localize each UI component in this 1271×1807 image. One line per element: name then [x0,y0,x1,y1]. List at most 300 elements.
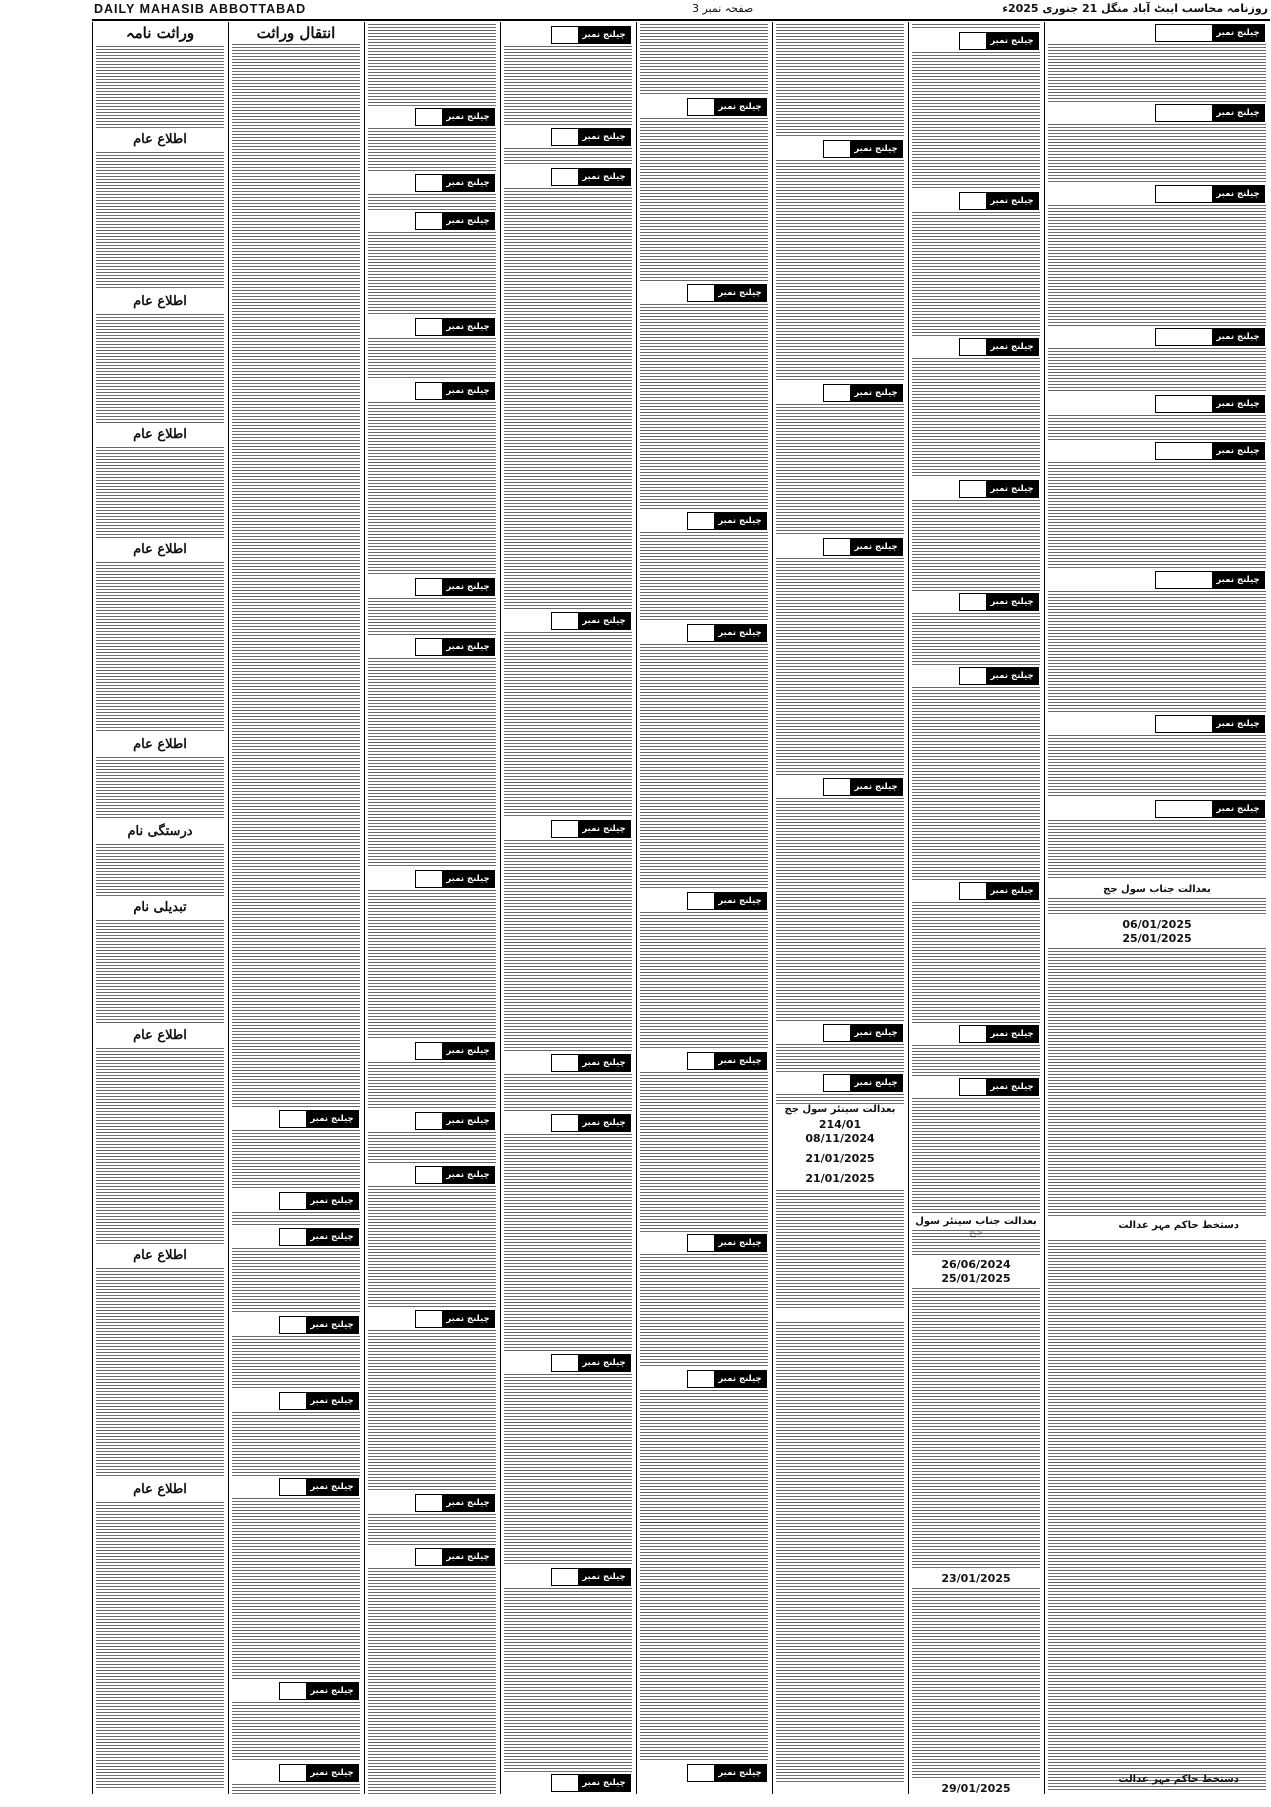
notice-text-block [232,1498,360,1680]
challan-number-tag [415,318,495,336]
challan-label [442,1311,494,1327]
challan-label [578,1055,630,1071]
challan-number-tag [1155,328,1265,346]
challan-word: چیلنج نمبر [310,1114,354,1124]
challan-number-tag [415,174,495,192]
paper-name: DAILY MAHASIB ABBOTTABAD [94,2,307,16]
notice-text-block [912,687,1040,880]
challan-number-tag [551,26,631,44]
challan-label [442,639,494,655]
challan-label [986,481,1038,497]
challan-word: چیلنج نمبر [1216,332,1260,342]
notice-text-block [368,338,496,380]
challan-word: چیلنج نمبر [854,144,898,154]
notice-text-block [1048,735,1266,798]
notice-text-block [368,194,496,210]
challan-number-tag [959,32,1039,50]
challan-word: چیلنج نمبر [718,1768,762,1778]
challan-number-tag [415,1310,495,1328]
notice-text-block [368,128,496,172]
challan-word: چیلنج نمبر [854,388,898,398]
challan-word: چیلنج نمبر [446,112,490,122]
challan-word: چیلنج نمبر [718,516,762,526]
challan-label [306,1765,358,1781]
notice-text-block [912,212,1040,336]
challan-label [442,1043,494,1059]
notice-heading: اطلاع عام [133,737,187,752]
challan-number-tag [823,538,903,556]
challan-number-tag [279,1682,359,1700]
challan-label [850,1075,902,1091]
challan-number-tag [959,667,1039,685]
challan-number-tag [959,593,1039,611]
challan-number-tag [415,870,495,888]
notice-text-block [368,890,496,1040]
challan-label [850,539,902,555]
notice-text-block [232,1702,360,1762]
challan-word: چیلنج نمبر [446,178,490,188]
challan-label [578,821,630,837]
challan-word: چیلنج نمبر [446,642,490,652]
challan-number-tag [551,1568,631,1586]
challan-number-tag [823,1024,903,1042]
challan-word: چیلنج نمبر [1216,446,1260,456]
challan-word: چیلنج نمبر [1216,575,1260,585]
challan-number-tag [279,1392,359,1410]
challan-number-tag [279,1192,359,1210]
notice-text-block [640,304,768,510]
challan-label [850,141,902,157]
notice-text-block [368,1330,496,1492]
challan-number-tag [415,1548,495,1566]
challan-word: چیلنج نمبر [582,616,626,626]
notice-text-block [504,1374,632,1566]
notice-text-block [368,1062,496,1110]
notice-text-block [232,1336,360,1390]
notice-text-block [232,1212,360,1226]
challan-label [1212,396,1264,412]
challan-word: چیلنج نمبر [446,582,490,592]
notice-heading: تبدیلی نام [133,900,187,915]
challan-word: چیلنج نمبر [446,1552,490,1562]
column-challans-25-33 [636,22,771,1794]
notice-text-block [776,24,904,138]
challan-word: چیلنج نمبر [718,628,762,638]
challan-label [986,1026,1038,1042]
notice-text-block [776,1322,904,1782]
notice-text-block [912,52,1040,190]
challan-word: چیلنج نمبر [582,30,626,40]
challan-number-tag [415,1112,495,1130]
challan-label [578,1775,630,1804]
notice-text-block [96,920,224,1024]
challan-label [714,625,766,641]
challan-label [578,129,630,145]
challan-word: چیلنج نمبر [446,1116,490,1126]
notice-text-block [504,188,632,610]
page-number: صفحہ نمبر 3 [692,2,754,15]
notice-text-block [640,912,768,1050]
challan-label [1212,186,1264,202]
challan-number-tag [415,212,495,230]
challan-label [442,383,494,399]
notice-text-block [96,152,224,290]
hearing-date: 06/01/2025 [1122,918,1192,931]
notice-text-block [912,500,1040,591]
notice-text-block [912,1098,1040,1214]
notice-text-block [776,160,904,382]
challan-number-tag [279,1228,359,1246]
challan-number-tag [415,108,495,126]
challan-word: چیلنج نمبر [854,542,898,552]
hearing-date: 25/01/2025 [1122,932,1192,945]
challan-word: چیلنج نمبر [582,1358,626,1368]
notice-text-block [1048,348,1266,393]
challan-label [442,1113,494,1129]
challan-label [578,1115,630,1131]
hearing-date: 21/01/2025 [805,1152,875,1165]
challan-number-tag [415,638,495,656]
challan-number-tag [279,1764,359,1782]
challan-number-tag [687,1370,767,1388]
challan-number-tag [687,284,767,302]
notice-text-block [776,1094,904,1104]
challan-number-tag [687,892,767,910]
challan-label [442,1167,494,1183]
challan-label [442,175,494,191]
notice-text-block [232,1412,360,1476]
challan-label [306,1193,358,1209]
paper-date: روزنامہ محاسب ایبٹ آباد منگل 21 جنوری 2025ء [1002,2,1268,15]
challan-number-tag [959,1078,1039,1096]
challan-number: 43 [598,1794,610,1804]
challan-word: چیلنج نمبر [718,1374,762,1384]
challan-label [1212,801,1264,817]
notice-text-block [912,1045,1040,1076]
challan-number-tag [1155,715,1265,733]
challan-label [306,1111,358,1127]
notice-text-block [96,1268,224,1478]
challan-word: چیلنج نمبر [446,1170,490,1180]
challan-number: 33 [734,1784,746,1794]
challan-label [442,319,494,335]
notice-text-block [368,598,496,636]
challan-word: چیلنج نمبر [310,1482,354,1492]
challan-word: چیلنج نمبر [582,1058,626,1068]
notice-text-block [1048,1240,1266,1790]
challan-number-tag [959,192,1039,210]
challan-label [442,579,494,595]
notice-heading: اطلاع عام [133,427,187,442]
challan-word: چیلنج نمبر [1216,804,1260,814]
challan-word: چیلنج نمبر [1216,399,1260,409]
notice-text-block [232,1106,360,1108]
challan-word: چیلنج نمبر [446,874,490,884]
challan-label [714,893,766,909]
challan-word: چیلنج نمبر [854,1028,898,1038]
notice-text-block [912,24,1040,30]
challan-number-tag [551,1114,631,1132]
challan-number-tag [551,168,631,186]
challan-number-tag [551,1774,631,1804]
challan-number-tag [687,1764,767,1794]
hearing-date: 26/06/2024 [941,1258,1011,1271]
challan-label [986,33,1038,49]
challan-label [578,169,630,185]
column-heading: انتقال وراثت [256,24,336,42]
challan-number-tag [1155,442,1265,460]
challan-label [714,1235,766,1251]
challan-label [850,1025,902,1041]
challan-label [306,1317,358,1333]
challan-label [986,883,1038,899]
notice-text-block [776,1190,904,1310]
notice-text-block [640,1390,768,1524]
notice-text-block [912,1288,1040,1568]
challan-word: چیلنج نمبر [990,1029,1034,1039]
challan-word: چیلنج نمبر [582,1118,626,1128]
notice-heading: اطلاع عام [133,294,187,309]
notice-heading: اطلاع عام [133,1028,187,1043]
notice-text-block [504,1588,632,1772]
court-notice-title: بعدالت جناب سینئر سول [915,1216,1037,1227]
notice-text-block [1048,44,1266,102]
notice-text-block [640,532,768,622]
challan-number-tag [687,624,767,642]
challan-label [714,513,766,529]
challan-label [442,1495,494,1511]
challan-label [986,339,1038,355]
challan-word: چیلنج نمبر [854,1078,898,1088]
challan-number-tag [687,512,767,530]
challan-word: چیلنج نمبر [1216,719,1260,729]
challan-word: چیلنج نمبر [310,1320,354,1330]
notice-text-block [504,1074,632,1112]
challan-word: چیلنج نمبر [446,1046,490,1056]
challan-label [850,385,902,401]
notice-text-block [504,46,632,126]
notice-text-block [368,1186,496,1308]
challan-number-tag [551,128,631,146]
challan-label [306,1229,358,1245]
notice-text-block [640,24,768,96]
notice-text-block [368,1132,496,1164]
challan-word: چیلنج نمبر [446,1314,490,1324]
challan-number-tag [1155,800,1265,818]
challan-word: چیلنج نمبر [718,102,762,112]
notice-text-block [96,314,224,423]
notice-text-block [368,1568,496,1794]
challan-number-tag [1155,571,1265,589]
challan-label [986,1079,1038,1095]
challan-number-tag [279,1316,359,1334]
notice-text-block [912,613,1040,665]
column-notices-left [92,22,227,1794]
challan-label [1212,572,1264,588]
challan-number-tag [687,1052,767,1070]
column-challans-44-57 [364,22,499,1794]
challan-word: چیلنج نمبر [990,886,1034,896]
challan-number-tag [823,384,903,402]
challan-number-tag [415,578,495,596]
notice-text-block [232,1248,360,1314]
notice-text-block [96,447,224,538]
challan-label [578,1355,630,1371]
challan-number-tag [279,1478,359,1496]
challan-number-tag [959,1025,1039,1043]
column-challans-19-24 [772,22,907,1794]
column-heading: وراثت نامہ [125,24,195,42]
notice-text-block [640,644,768,890]
challan-word: چیلنج نمبر [310,1396,354,1406]
notice-text-block [640,1254,768,1368]
challan-word: چیلنج نمبر [582,132,626,142]
challan-label [1212,329,1264,345]
challan-word: چیلنج نمبر [310,1768,354,1778]
column-challans-34-43 [500,22,635,1804]
challan-label [986,594,1038,610]
notice-text-block [368,24,496,106]
challan-number-tag [1155,395,1265,413]
challan-word: چیلنج نمبر [990,196,1034,206]
notice-text-block [640,118,768,282]
challan-number-tag [687,98,767,116]
challan-word: چیلنج نمبر [990,484,1034,494]
challan-number-tag [551,1354,631,1372]
challan-label [1212,105,1264,121]
challan-word: چیلنج نمبر [718,1056,762,1066]
challan-label [850,779,902,795]
challan-label [714,1053,766,1069]
notice-text-block [1048,591,1266,713]
notice-text-block [912,1230,1040,1256]
notice-text-block [232,1130,360,1190]
hearing-date: 08/11/2024 [805,1132,875,1145]
notice-heading: درستگی نام [127,824,193,839]
notice-text-block [640,1522,768,1762]
challan-word: چیلنج نمبر [854,782,898,792]
challan-word: چیلنج نمبر [446,216,490,226]
challan-word: چیلنج نمبر [310,1196,354,1206]
challan-number-tag [1155,185,1265,203]
challan-word: چیلنج نمبر [582,1778,626,1788]
challan-number-tag [551,820,631,838]
notice-text-block [504,632,632,818]
challan-label [442,1549,494,1565]
challan-label [306,1393,358,1409]
challan-number-tag [415,1042,495,1060]
challan-word: چیلنج نمبر [582,172,626,182]
challan-label [986,668,1038,684]
notice-text-block [96,46,224,130]
notice-heading: اطلاع عام [133,1482,187,1497]
notice-text-block [776,798,904,1022]
notice-text-block [368,402,496,576]
notice-text-block [504,148,632,166]
notice-text-block [1048,415,1266,440]
notice-text-block [912,902,1040,1023]
challan-word: چیلنج نمبر [446,1498,490,1508]
challan-word: چیلنج نمبر [1216,28,1260,38]
challan-label [986,193,1038,209]
challan-word: چیلنج نمبر [718,896,762,906]
hearing-date: 214/01 [818,1118,862,1131]
challan-number-tag [551,612,631,630]
notice-text-block [368,1514,496,1546]
notice-text-block [1048,948,1266,1218]
challan-word: چیلنج نمبر [990,342,1034,352]
notice-text-block [96,562,224,733]
column-inheritance [228,22,363,1794]
challan-word: چیلنج نمبر [446,322,490,332]
challan-label [578,613,630,629]
court-notice-title: بعدالت جناب سول جج [1103,884,1211,895]
challan-label [714,285,766,301]
column-challans-10-18 [908,22,1043,1794]
challan-label [714,1371,766,1387]
challan-number-tag [415,1166,495,1184]
challan-number-tag [823,1074,903,1092]
notice-text-block [96,1502,224,1788]
notice-text-block [504,1134,632,1352]
notice-text-block [640,1072,768,1232]
hearing-date: 21/01/2025 [805,1172,875,1185]
challan-word: چیلنج نمبر [718,1238,762,1248]
notice-text-block [1048,124,1266,183]
challan-number-tag [959,480,1039,498]
notice-text-block [232,44,360,1104]
challan-label [578,27,630,43]
challan-word: چیلنج نمبر [1216,108,1260,118]
challan-number-tag [279,1110,359,1128]
notice-text-block [776,558,904,776]
challan-label [578,1569,630,1585]
notice-text-block [368,658,496,868]
notice-heading: اطلاع عام [133,132,187,147]
challan-number-tag [959,338,1039,356]
notice-text-block [912,1588,1040,1778]
masthead [92,2,1270,21]
notice-signature: دستخط حاکم مہر عدالت [1118,1220,1239,1231]
challan-number-tag [415,1494,495,1512]
challan-number-tag [551,1054,631,1072]
challan-word: چیلنج نمبر [446,386,490,396]
challan-label [442,871,494,887]
challan-number-tag [687,1234,767,1252]
notice-text-block [1048,205,1266,326]
challan-word: چیلنج نمبر [310,1686,354,1696]
notice-text-block [776,404,904,536]
challan-word: چیلنج نمبر [582,1572,626,1582]
hearing-date: 25/01/2025 [941,1272,1011,1285]
notice-text-block [368,232,496,316]
notice-text-block [504,840,632,1052]
notice-text-block [96,757,224,820]
challan-label [714,1765,766,1794]
challan-label [1212,443,1264,459]
notice-text-block [1048,820,1266,880]
challan-label [714,99,766,115]
hearing-date: 23/01/2025 [941,1572,1011,1585]
column-challans-1-9 [1044,22,1269,1794]
challan-number-tag [823,140,903,158]
notice-text-block [776,1044,904,1072]
challan-word: چیلنج نمبر [310,1232,354,1242]
challan-word: چیلنج نمبر [582,824,626,834]
challan-label [442,213,494,229]
notice-text-block [96,844,224,896]
challan-number-tag [1155,104,1265,122]
